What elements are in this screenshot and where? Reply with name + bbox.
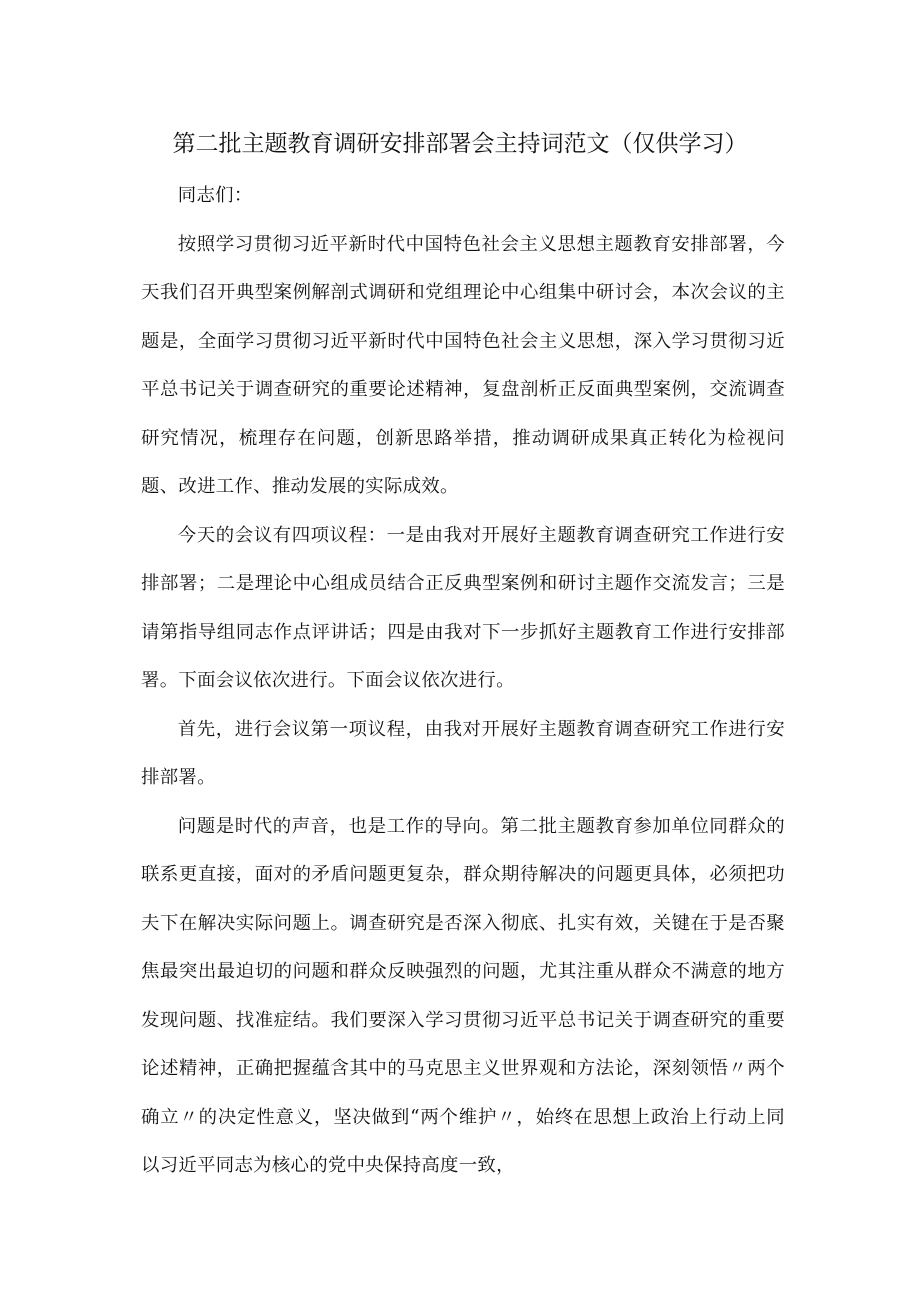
paragraph-3: 首先，进行会议第一项议程，由我对开展好主题教育调查研究工作进行安排部署。 <box>141 718 785 788</box>
paragraph-4: 问题是时代的声音，也是工作的导向。第二批主题教育参加单位同群众的联系更直接，面对的矛盾问题更复杂，群众期待解决的问题更具体，必须把功夫下在解决实际问题上。调查研究是否深入彻底、扎实有效，关键在于是否聚焦最突出最迫切的问题和群众反映强烈的问题，尤其注重从群众不满意的地方发现问题、找准症结。我们要深入学习贯彻习近平总书记关于调查研究的重要论述精神，正确把握蕴含其中的马克思主义世界观和方法论，深刻领悟〃两个确立〃的决定性意义，坚决做到“两个维护〃，始终在思想上政治上行动上同以习近平同志为核心的党中央保持高度一致， <box>141 815 785 1176</box>
paragraph-1: 按照学习贯彻习近平新时代中国特色社会主义思想主题教育安排部署，今天我们召开典型案例解剖式调研和党组理论中心组集中研讨会，本次会议的主题是，全面学习贯彻习近平新时代中国特色社会主义思想，深入学习贯彻习近平总书记关于调查研究的重要论述精神，复盘剖析正反面典型案例，交流调查研究情况，梳理存在问题，创新思路举措，推动调研成果真正转化为检视问题、改进工作、推动发展的实际成效。 <box>141 233 785 497</box>
greeting: 同志们： <box>177 185 253 206</box>
document-body <box>141 172 785 1191</box>
paragraph-2: 今天的会议有四项议程：一是由我对开展好主题教育调查研究工作进行安排部署；二是理论中心组成员结合正反典型案例和研讨主题作交流发言；三是请第指导组同志作点评讲话；四是由我对下一步抓好主题教育工作进行安排部署。下面会议依次进行。下面会议依次进行。 <box>141 524 785 691</box>
document-title: 第二批主题教育调研安排部署会主持词范文（仅供学习） <box>172 131 748 157</box>
